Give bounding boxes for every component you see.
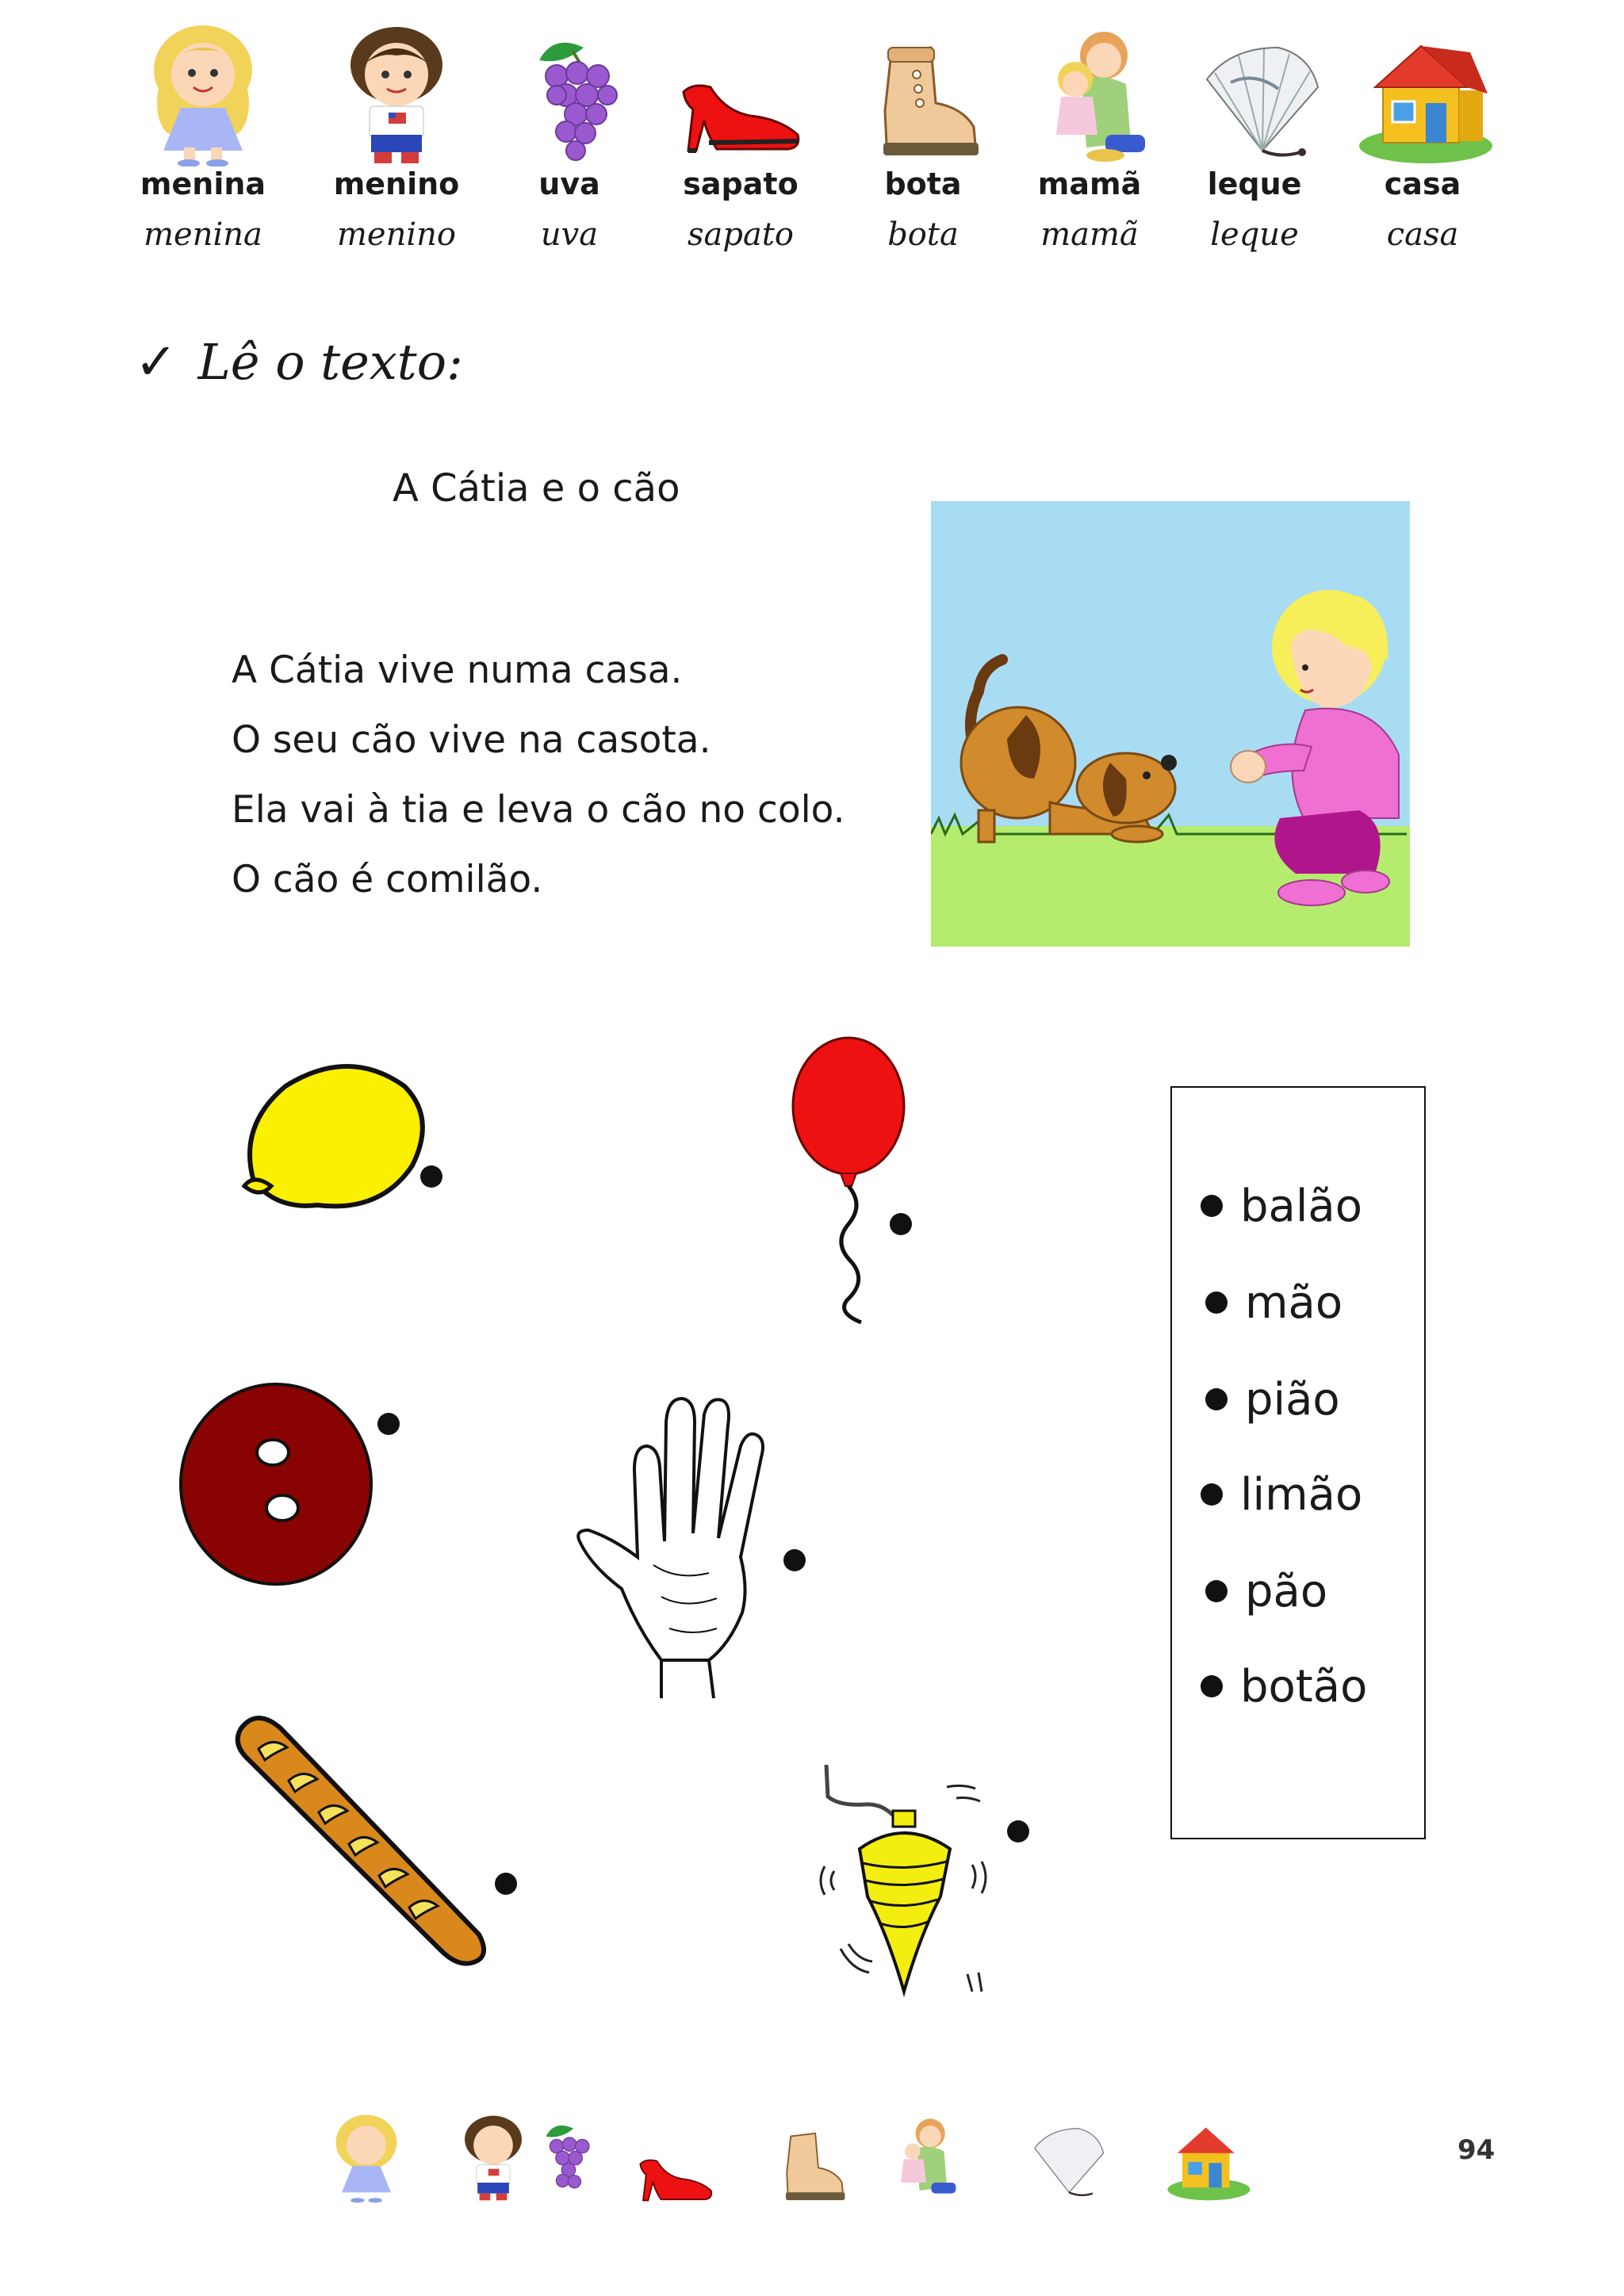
balloon-icon	[785, 1031, 920, 1324]
vocab-item-mama	[1010, 16, 1169, 254]
mother-icon	[1010, 16, 1169, 166]
match-dot-word[interactable]	[1201, 1195, 1223, 1217]
story-line: O seu cão vive na casota.	[232, 718, 711, 762]
footer-shoe-icon	[640, 2160, 711, 2201]
spinning-top-icon	[817, 1762, 1007, 1999]
vocab-cursive-word: uva	[540, 216, 599, 253]
vocab-cursive-word: bota	[887, 216, 959, 253]
word-option-label: pão	[1245, 1566, 1328, 1617]
hand-icon	[574, 1391, 804, 1700]
footer-fan-icon	[1035, 2129, 1104, 2195]
story-line: A Cátia vive numa casa.	[232, 649, 683, 692]
vocab-item-uva	[490, 16, 649, 254]
match-dot-balloon[interactable]	[890, 1213, 912, 1235]
story-line: Ela vai à tia e leva o cão no colo.	[232, 788, 845, 832]
vocab-item-bota	[844, 16, 1002, 254]
word-option-label: mão	[1245, 1277, 1343, 1329]
vocab-cursive-word: menino	[337, 216, 456, 253]
vocab-cursive-word: sapato	[688, 216, 794, 253]
story-line: O cão é comilão.	[232, 858, 543, 901]
word-option[interactable]	[1205, 1278, 1342, 1329]
button-icon	[176, 1380, 379, 1589]
footer-girl-icon	[336, 2114, 397, 2202]
word-option[interactable]	[1205, 1375, 1340, 1425]
word-option-label: balão	[1240, 1181, 1362, 1232]
shoe-icon	[661, 16, 820, 166]
footer-grapes-icon	[546, 2126, 589, 2188]
bread-icon	[225, 1705, 495, 1974]
vocab-print-word: casa	[1384, 166, 1461, 201]
match-dot-button[interactable]	[377, 1413, 400, 1435]
fan-icon	[1175, 16, 1334, 166]
girl-icon	[124, 16, 282, 166]
vocab-item-leque	[1175, 16, 1334, 254]
vocab-print-word: sapato	[683, 166, 799, 201]
vocab-item-menina	[124, 16, 282, 254]
word-list-box	[1170, 1086, 1426, 1839]
word-option[interactable]	[1205, 1567, 1327, 1617]
lemon-icon	[222, 1031, 436, 1229]
vocab-item-menino	[317, 16, 476, 254]
word-option[interactable]	[1201, 1662, 1367, 1712]
match-dot-spinning-top[interactable]	[1007, 1820, 1029, 1843]
vocab-print-word: leque	[1207, 166, 1302, 201]
match-dot-word[interactable]	[1201, 1483, 1223, 1506]
grapes-icon	[490, 16, 649, 166]
vocab-cursive-word: menina	[144, 216, 262, 253]
story-title: A Cátia e o cão	[393, 466, 680, 511]
word-option-label: limão	[1240, 1469, 1363, 1521]
house-icon	[1343, 16, 1502, 166]
vocab-item-casa	[1343, 16, 1502, 254]
checkmark-icon: ✓	[135, 333, 178, 392]
match-dot-lemon[interactable]	[420, 1165, 442, 1188]
boot-icon	[844, 16, 1002, 166]
word-option-label: botão	[1240, 1661, 1368, 1712]
vocab-print-word: menino	[333, 166, 460, 201]
vocab-print-word: bota	[884, 166, 962, 201]
boy-icon	[317, 16, 476, 166]
word-option[interactable]	[1201, 1181, 1362, 1232]
instruction	[135, 333, 463, 392]
vocab-cursive-word: leque	[1210, 216, 1299, 253]
vocab-item-sapato	[661, 16, 820, 254]
vocab-cursive-word: mamã	[1040, 216, 1139, 253]
match-dot-word[interactable]	[1205, 1292, 1228, 1314]
footer-boy-icon	[465, 2116, 522, 2201]
word-option[interactable]	[1201, 1470, 1362, 1521]
match-dot-word[interactable]	[1201, 1675, 1223, 1697]
vocab-print-word: menina	[140, 166, 266, 201]
vocab-print-word: uva	[538, 166, 600, 201]
footer-boot-icon	[786, 2133, 845, 2200]
footer-house-icon	[1167, 2128, 1250, 2201]
story-illustration	[931, 501, 1410, 947]
instruction-text: Lê o texto:	[197, 333, 463, 391]
page-number: 94	[1457, 2134, 1496, 2166]
match-dot-hand[interactable]	[783, 1549, 806, 1571]
footer-icon-strip	[317, 2109, 1269, 2212]
footer-mother-icon	[901, 2118, 956, 2193]
match-dot-bread[interactable]	[495, 1873, 517, 1895]
match-dot-word[interactable]	[1205, 1580, 1228, 1602]
word-option-label: pião	[1245, 1374, 1340, 1425]
vocab-cursive-word: casa	[1386, 216, 1459, 253]
vocab-print-word: mamã	[1037, 166, 1142, 201]
match-dot-word[interactable]	[1205, 1388, 1228, 1410]
